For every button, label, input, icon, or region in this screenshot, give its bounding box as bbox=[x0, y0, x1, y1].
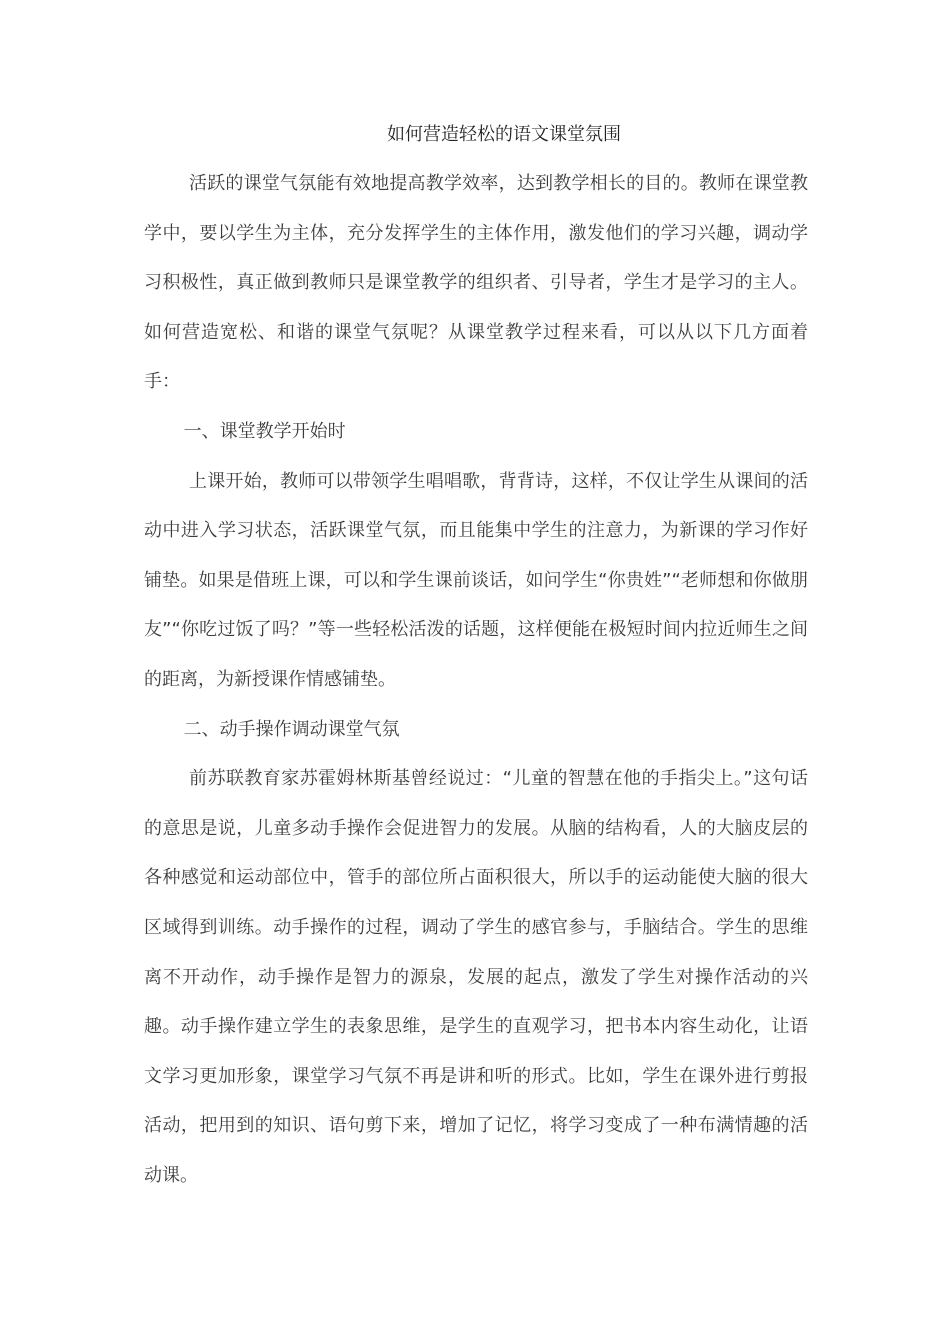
intro-paragraph: 活跃的课堂气氛能有效地提高教学效率，达到教学相长的目的。教师在课堂教学中，要以学生为主体，充分发挥学生的主体作用，激发他们的学习兴趣，调动学习积极性，真正做到教师只是课堂教学的组织者、引导者，学生才是学习的主人。如何营造宽松、和谐的课堂气氛呢？从课堂教学过程来看，可以从以下几方面着手： bbox=[144, 173, 808, 393]
section-heading-1: 一、课堂教学开始时 bbox=[183, 420, 346, 442]
document-title: 如何营造轻松的语文课堂氛围 bbox=[387, 124, 621, 145]
section-heading-2: 二、动手操作调动课堂气氛 bbox=[183, 718, 400, 740]
document-body bbox=[144, 159, 808, 1200]
section-2-paragraph: 前苏联教育家苏霍姆林斯基曾经说过：“儿童的智慧在他的手指尖上。”这句话的意思是说，儿童多动手操作会促进智力的发展。从脑的结构看，人的大脑皮层的各种感觉和运动部位中，管手的部位所占面积很大，所以手的运动能使大脑的很大区域得到训练。动手操作的过程，调动了学生的感官参与，手脑结合。学生的思维离不开动作，动手操作是智力的源泉，发展的起点，激发了学生对操作活动的兴趣。动手操作建立学生的表象思维，是学生的直观学习，把书本内容生动化，让语文学习更加形象，课堂学习气氛不再是讲和听的形式。比如，学生在课外进行剪报活动，把用到的知识、语句剪下来，增加了记忆，将学习变成了一种布满情趣的活动课。 bbox=[144, 768, 808, 1186]
section-1-paragraph: 上课开始，教师可以带领学生唱唱歌，背背诗，这样，不仅让学生从课间的活动中进入学习状态，活跃课堂气氛，而且能集中学生的注意力，为新课的学习作好铺垫。如果是借班上课，可以和学生课前谈话，如问学生“你贵姓”“老师想和你做朋友”“你吃过饭了吗？”等一些轻松活泼的话题，这样便能在极短时间内拉近师生之间的距离，为新授课作情感铺垫。 bbox=[144, 470, 808, 690]
